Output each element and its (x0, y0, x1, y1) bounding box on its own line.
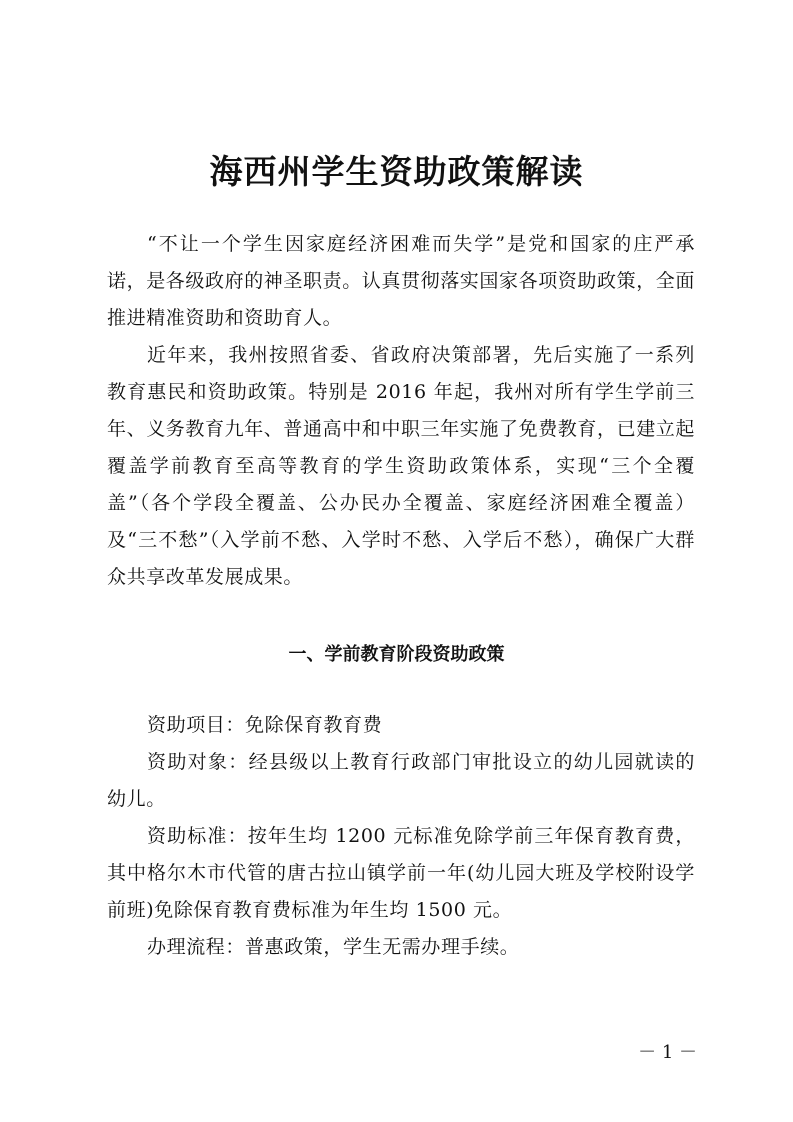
section-heading-preschool: 一、学前教育阶段资助政策 (288, 644, 505, 665)
field-funding-standard: 资助标准：按年生均 1200 元标准免除学前三年保育教育费，其中格尔木市代管的唐古拉山镇学前一年(幼儿园大班及学校附设学前班)免除保育教育费标准为年生均 1500 元。 (107, 825, 695, 921)
page-title: 海西州学生资助政策解读 (209, 152, 584, 191)
intro-paragraph: “不让一个学生因家庭经济困难而失学”是党和国家的庄严承诺，是各级政府的神圣职责。认真贯彻落实国家各项资助政策，全面推进精准资助和资助育人。 (107, 233, 696, 329)
background-paragraph: 近年来，我州按照省委、省政府决策部署，先后实施了一系列教育惠民和资助政策。特别是 2016 年起，我州对所有学生学前三年、义务教育九年、普通高中和中职三年实施了免费教育，已建立起覆盖学前教育至高等教育的学生资助政策体系，实现“三个全覆盖”（各个学段全覆盖、公办民办全覆盖、家庭经济困难全覆盖）及“三不愁”（入学前不愁、入学时不愁、入学后不愁），确保广大群众共享改革发展成果。 (107, 344, 696, 588)
field-funding-target: 资助对象：经县级以上教育行政部门审批设立的幼儿园就读的幼儿。 (107, 751, 695, 810)
page-number: － 1 － (638, 1042, 697, 1063)
field-funding-item: 资助项目：免除保育教育费 (147, 714, 383, 736)
field-process: 办理流程：普惠政策，学生无需办理手续。 (147, 936, 520, 958)
